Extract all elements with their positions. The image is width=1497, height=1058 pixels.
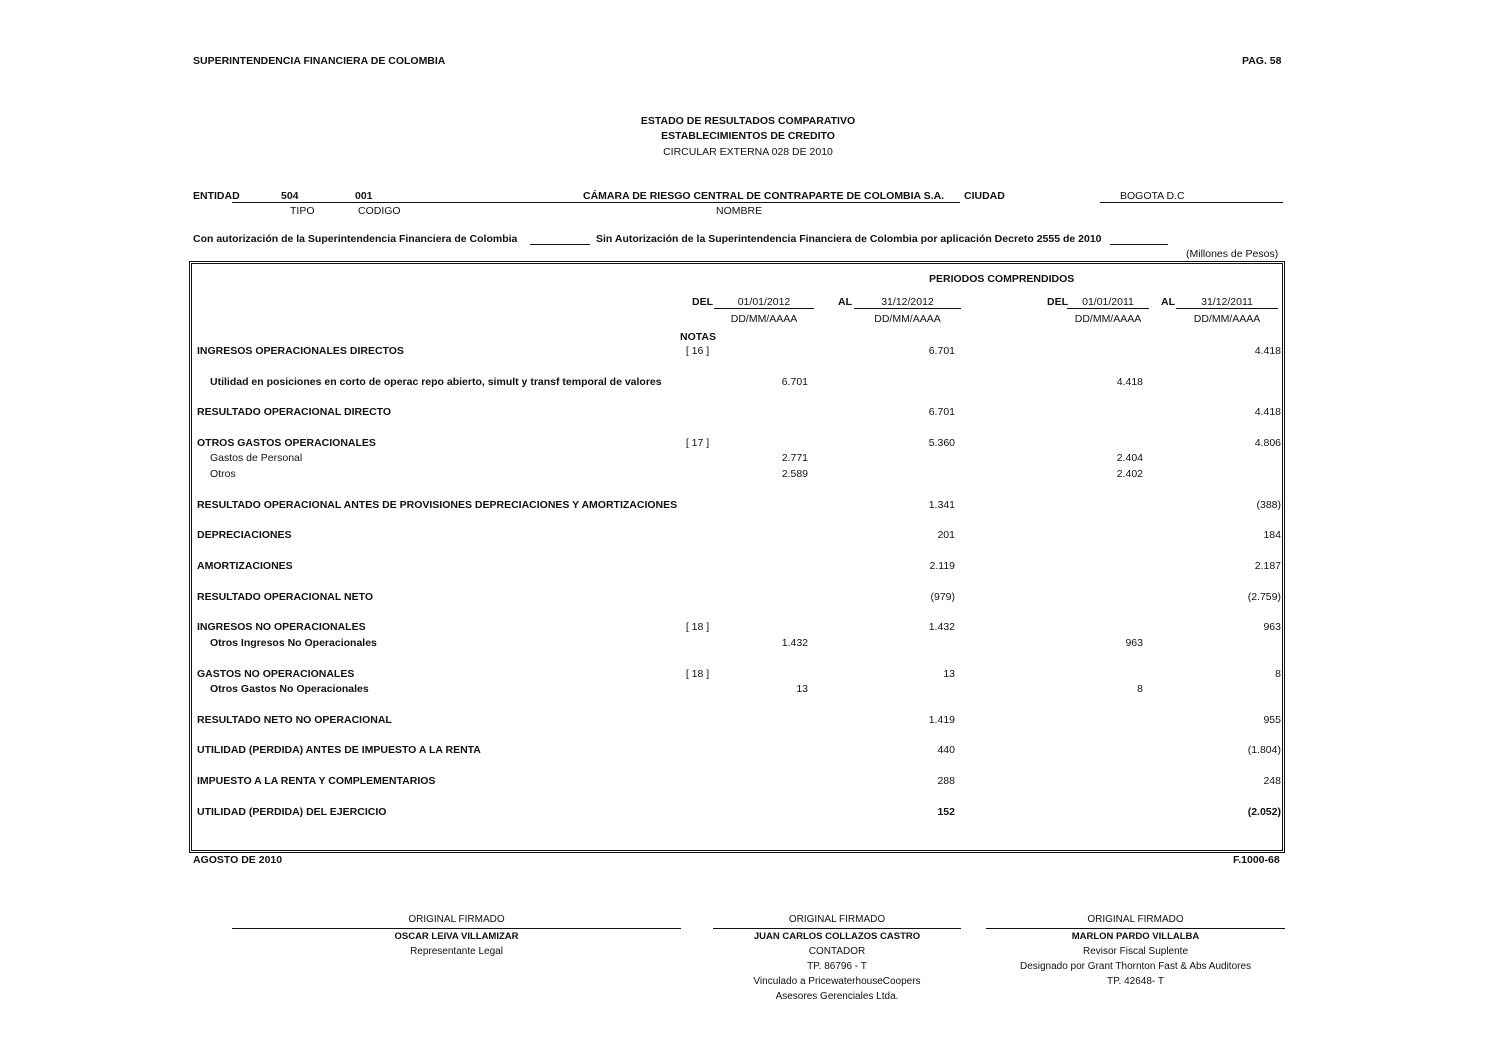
row-label: Otros Gastos No Operacionales	[210, 683, 369, 695]
p2-from-format: DD/MM/AAAA	[1074, 313, 1142, 325]
value-2011-total: 963	[1263, 621, 1281, 633]
signatory-detail: Asesores Gerenciales Ltda.	[775, 991, 899, 1002]
value-2012-total: 6.701	[928, 345, 955, 357]
value-2012-total: 13	[943, 668, 955, 680]
value-2011-detail: 2.402	[1116, 468, 1143, 480]
statement-row	[0, 345, 1497, 359]
signatory-detail: CONTADOR	[808, 946, 866, 957]
footer-date: AGOSTO DE 2010	[193, 854, 283, 866]
report-circular: CIRCULAR EXTERNA 028 DE 2010	[663, 146, 833, 158]
value-2011-total: 4.806	[1254, 437, 1281, 449]
ciudad-label: CIUDAD	[964, 190, 1005, 202]
signature-status: ORIGINAL FIRMADO	[788, 914, 886, 925]
row-label: IMPUESTO A LA RENTA Y COMPLEMENTARIOS	[197, 775, 436, 787]
value-2012-total: 5.360	[928, 437, 955, 449]
signatory-detail: TP. 42648- T	[1107, 976, 1164, 987]
row-label: Otros Ingresos No Operacionales	[210, 637, 377, 649]
row-label: INGRESOS NO OPERACIONALES	[197, 621, 366, 633]
signature-line	[986, 928, 1285, 929]
p2-to-date: 31/12/2011	[1176, 296, 1278, 309]
statement-row	[0, 468, 1497, 482]
nombre-label: NOMBRE	[716, 205, 763, 217]
row-label: UTILIDAD (PERDIDA) ANTES DE IMPUESTO A LA RENTA	[197, 744, 481, 756]
row-nota: [ 17 ]	[685, 437, 710, 449]
signatory-name: JUAN CARLOS COLLAZOS CASTRO	[753, 931, 921, 942]
value-2012-total: 152	[937, 806, 955, 818]
row-label: RESULTADO OPERACIONAL DIRECTO	[197, 406, 392, 418]
signatory-name: OSCAR LEIVA VILLAMIZAR	[394, 931, 519, 942]
value-2011-total: (2.759)	[1247, 591, 1281, 603]
row-label: Utilidad en posiciones en corto de operac repo abierto, simult y transf temporal de valores	[210, 376, 662, 388]
p2-to-format: DD/MM/AAAA	[1193, 313, 1261, 325]
tipo-label: TIPO	[290, 205, 315, 217]
value-2011-detail: 963	[1125, 637, 1143, 649]
value-2012-total: 201	[937, 529, 955, 541]
value-2011-total: 184	[1263, 529, 1281, 541]
row-label: AMORTIZACIONES	[197, 560, 293, 572]
value-2011-total: (2.052)	[1247, 806, 1281, 818]
row-label: DEPRECIACIONES	[197, 529, 292, 541]
value-2011-detail: 4.418	[1116, 376, 1143, 388]
value-2012-detail: 2.771	[781, 452, 808, 464]
con-autorizacion: Con autorización de la Superintendencia Financiera de Colombia	[193, 233, 518, 245]
row-label: Gastos de Personal	[210, 452, 303, 464]
value-2011-total: 4.418	[1254, 345, 1281, 357]
entidad-label: ENTIDAD	[193, 190, 240, 202]
statement-row	[0, 637, 1497, 651]
statement-row	[0, 775, 1497, 789]
notas-header: NOTAS	[680, 331, 716, 343]
value-2011-total: 4.418	[1254, 406, 1281, 418]
ciudad-value: BOGOTA D.C	[1120, 190, 1185, 202]
tipo-value: 504	[281, 190, 299, 202]
statement-row	[0, 591, 1497, 605]
signatory-detail: Representante Legal	[410, 946, 503, 957]
value-2012-total: 2.119	[929, 560, 955, 572]
row-nota: [ 18 ]	[685, 668, 710, 680]
statement-row	[0, 668, 1497, 682]
statement-row	[0, 406, 1497, 420]
row-nota: [ 16 ]	[685, 345, 710, 357]
periods-heading: PERIODOS COMPRENDIDOS	[929, 273, 1075, 285]
p2-from-date: 01/01/2011	[1067, 296, 1149, 309]
signature-line	[713, 928, 961, 929]
report-subtitle: ESTABLECIMIENTOS DE CREDITO	[661, 130, 835, 142]
statement-row	[0, 499, 1497, 513]
signatory-detail: Designado por Grant Thornton Fast & Abs Auditores	[1019, 961, 1252, 972]
statement-row	[0, 529, 1497, 543]
value-2012-total: (979)	[930, 591, 955, 603]
statement-row	[0, 437, 1497, 451]
row-label: Otros	[210, 468, 236, 480]
page-number: PAG. 58	[1242, 55, 1282, 67]
codigo-value: 001	[355, 190, 373, 202]
statement-row	[0, 621, 1497, 635]
statement-row	[0, 452, 1497, 466]
p1-del-label: DEL	[692, 296, 713, 308]
form-number: F.1000-68	[1233, 854, 1280, 866]
signatory-detail: TP. 86796 - T	[807, 961, 867, 972]
value-2011-total: 248	[1263, 775, 1281, 787]
value-2011-total: 955	[1263, 714, 1281, 726]
statement-row	[0, 806, 1497, 820]
value-2012-detail: 6.701	[781, 376, 808, 388]
value-2012-detail: 1.432	[781, 637, 808, 649]
signatory-name: MARLON PARDO VILLALBA	[1071, 931, 1200, 942]
p2-al-label: AL	[1161, 296, 1175, 308]
row-nota: [ 18 ]	[685, 621, 710, 633]
p1-al-label: AL	[838, 296, 852, 308]
value-2011-detail: 2.404	[1116, 452, 1143, 464]
sin-autorizacion: Sin Autorización de la Superintendencia Financiera de Colombia por aplicación Decreto 2555 de 2010	[596, 233, 1102, 245]
statement-row	[0, 714, 1497, 728]
value-2012-total: 6.701	[928, 406, 955, 418]
statement-row	[0, 560, 1497, 574]
value-2012-total: 288	[937, 775, 955, 787]
value-2011-total: 8	[1275, 668, 1281, 680]
p2-del-label: DEL	[1047, 296, 1068, 308]
codigo-label: CODIGO	[358, 205, 401, 217]
p1-from-date: 01/01/2012	[714, 296, 814, 309]
statement-row	[0, 744, 1497, 758]
signatory-detail: Revisor Fiscal Suplente	[1082, 946, 1189, 957]
nombre-value: CÁMARA DE RIESGO CENTRAL DE CONTRAPARTE DE COLOMBIA S.A.	[583, 190, 945, 202]
value-2012-total: 1.419	[928, 714, 955, 726]
value-2011-total: (388)	[1256, 499, 1281, 511]
signature-status: ORIGINAL FIRMADO	[1087, 914, 1184, 925]
row-label: OTROS GASTOS OPERACIONALES	[197, 437, 376, 449]
p1-to-format: DD/MM/AAAA	[874, 313, 941, 325]
value-2012-detail: 13	[796, 683, 808, 695]
p1-from-format: DD/MM/AAAA	[730, 313, 798, 325]
units-note: (Millones de Pesos)	[1186, 248, 1279, 260]
signatory-detail: Vinculado a PricewaterhouseCoopers	[753, 976, 921, 987]
row-label: UTILIDAD (PERDIDA) DEL EJERCICIO	[197, 806, 387, 818]
p1-to-date: 31/12/2012	[854, 296, 961, 309]
value-2011-total: (1.804)	[1247, 744, 1281, 756]
value-2011-detail: 8	[1137, 683, 1143, 695]
institution-header: SUPERINTENDENCIA FINANCIERA DE COLOMBIA	[193, 55, 446, 67]
value-2012-total: 440	[937, 744, 955, 756]
row-label: INGRESOS OPERACIONALES DIRECTOS	[197, 345, 404, 357]
row-label: RESULTADO NETO NO OPERACIONAL	[197, 714, 392, 726]
row-label: GASTOS NO OPERACIONALES	[197, 668, 355, 680]
value-2012-total: 1.341	[928, 499, 955, 511]
statement-row	[0, 376, 1497, 390]
value-2012-detail: 2.589	[781, 468, 808, 480]
row-label: RESULTADO OPERACIONAL ANTES DE PROVISIONES DEPRECIACIONES Y AMORTIZACIONES	[197, 499, 678, 511]
row-label: RESULTADO OPERACIONAL NETO	[197, 591, 373, 603]
report-title: ESTADO DE RESULTADOS COMPARATIVO	[640, 115, 856, 127]
statement-row	[0, 683, 1497, 697]
signature-line	[232, 928, 681, 929]
value-2012-total: 1.432	[928, 621, 955, 633]
value-2011-total: 2.187	[1254, 560, 1281, 572]
signature-status: ORIGINAL FIRMADO	[408, 914, 505, 925]
